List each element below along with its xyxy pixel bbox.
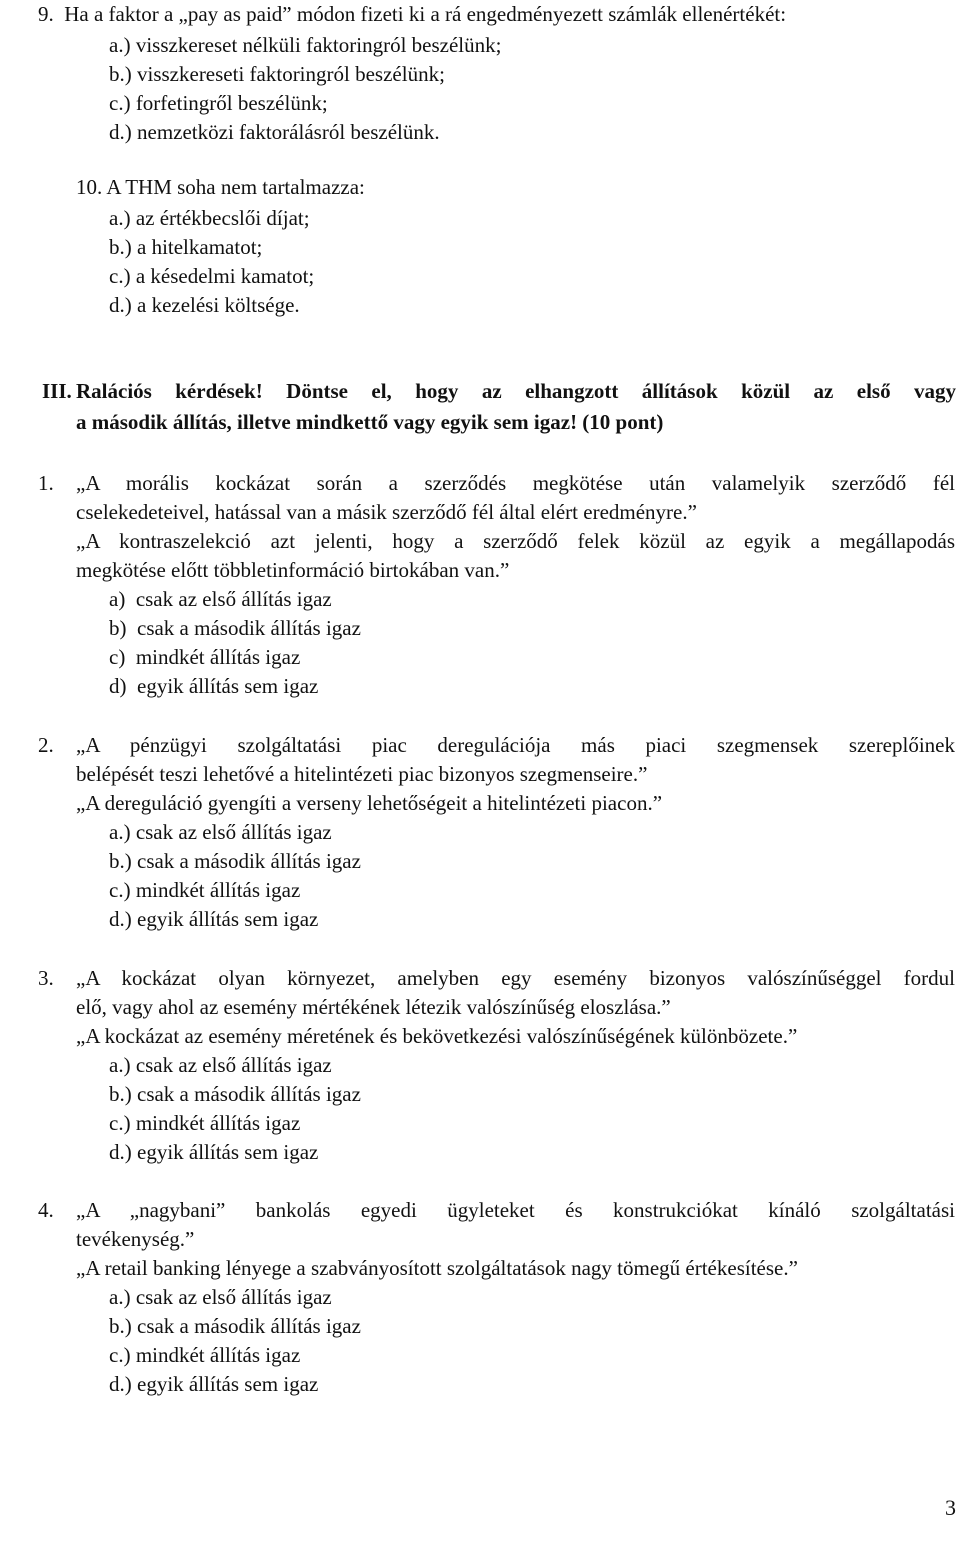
relation-2-statement-2-line-1: „A dereguláció gyengíti a verseny lehetőségeit a hitelintézeti piacon.” xyxy=(76,791,663,815)
question-9-stem: 9. Ha a faktor a „pay as paid” módon fizeti ki a rá engedményezett számlák ellenértékét: xyxy=(38,2,787,26)
relation-4-statement-1-line-1 xyxy=(76,1196,955,1225)
section-heading-line-2: a második állítás, illetve mindkettő vagy egyik sem igaz! (10 pont) xyxy=(76,410,664,434)
page-number: 3 xyxy=(945,1495,956,1520)
relation-4-statement-2-line-1: „A retail banking lényege a szabványosított szolgáltatások nagy tömegű értékesítése.” xyxy=(76,1256,798,1280)
question-10-option-a: a.) az értékbecslői díjat; xyxy=(109,206,310,230)
relation-3-s1-text-1: „A kockázat olyan környezet, amelyben egy esemény bizonyos valószínűséggel fordul xyxy=(76,966,955,990)
relation-1-statement-2-line-2: megkötése előtt többletinformáció birtokában van.” xyxy=(76,558,510,582)
relation-1-statement-1-line-1 xyxy=(76,469,955,498)
section-number: III. xyxy=(42,379,72,403)
question-9-option-a: a.) visszkereset nélküli faktoringról beszélünk; xyxy=(109,33,502,57)
relation-1-option-d: d) egyik állítás sem igaz xyxy=(109,674,319,698)
relation-3-option-a: a.) csak az első állítás igaz xyxy=(109,1053,332,1077)
relation-2-statement-1-line-1 xyxy=(76,731,955,760)
relation-1-statement-2-line-1 xyxy=(76,527,955,556)
relation-1-option-b: b) csak a második állítás igaz xyxy=(109,616,361,640)
question-9-option-b: b.) visszkereseti faktoringról beszélünk; xyxy=(109,62,445,86)
relation-3-statement-2-line-1: „A kockázat az esemény méretének és bekövetkezési valószínűségének különbözete.” xyxy=(76,1024,798,1048)
question-10-option-b: b.) a hitelkamatot; xyxy=(109,235,263,259)
relation-4-number: 4. xyxy=(38,1198,54,1222)
relation-4-statement-1-line-2: tevékenység.” xyxy=(76,1227,195,1251)
relation-1-option-a: a) csak az első állítás igaz xyxy=(109,587,332,611)
relation-1-statement-1-line-2: cselekedeteivel, hatással van a másik szerződő fél által elért eredményre.” xyxy=(76,500,697,524)
relation-2-number: 2. xyxy=(38,733,54,757)
question-10-option-c: c.) a késedelmi kamatot; xyxy=(109,264,315,288)
relation-2-option-d: d.) egyik állítás sem igaz xyxy=(109,907,319,931)
relation-1-number: 1. xyxy=(38,471,54,495)
question-10-stem: 10. A THM soha nem tartalmazza: xyxy=(76,175,365,199)
question-9-option-c: c.) forfetingről beszélünk; xyxy=(109,91,328,115)
relation-4-option-b: b.) csak a második állítás igaz xyxy=(109,1314,361,1338)
relation-4-option-c: c.) mindkét állítás igaz xyxy=(109,1343,301,1367)
relation-2-option-b: b.) csak a második állítás igaz xyxy=(109,849,361,873)
question-9-option-d: d.) nemzetközi faktorálásról beszélünk. xyxy=(109,120,440,144)
relation-1-option-c: c) mindkét állítás igaz xyxy=(109,645,301,669)
question-10-option-d: d.) a kezelési költsége. xyxy=(109,293,300,317)
relation-1-s2-text-1: „A kontraszelekció azt jelenti, hogy a szerződő felek közül az egyik a megállapodás xyxy=(76,529,955,553)
relation-2-option-c: c.) mindkét állítás igaz xyxy=(109,878,301,902)
relation-4-option-d: d.) egyik állítás sem igaz xyxy=(109,1372,319,1396)
relation-4-option-a: a.) csak az első állítás igaz xyxy=(109,1285,332,1309)
relation-4-s1-text-1: „A „nagybani” bankolás egyedi ügyleteket és konstrukciókat kínáló szolgáltatási xyxy=(76,1198,955,1222)
relation-2-s1-text-1: „A pénzügyi szolgáltatási piac deregulációja más piaci szegmensek szereplőinek xyxy=(76,733,955,757)
relation-2-option-a: a.) csak az első állítás igaz xyxy=(109,820,332,844)
relation-3-option-d: d.) egyik állítás sem igaz xyxy=(109,1140,319,1164)
relation-2-statement-1-line-2: belépését teszi lehetővé a hitelintézeti piac bizonyos szegmenseire.” xyxy=(76,762,648,786)
section-heading-text-1: Ralációs kérdések! Döntse el, hogy az elhangzott állítások közül az első vagy xyxy=(76,379,956,403)
relation-3-number: 3. xyxy=(38,966,54,990)
relation-3-statement-1-line-2: elő, vagy ahol az esemény mértékének létezik valószínűség eloszlása.” xyxy=(76,995,671,1019)
relation-3-option-c: c.) mindkét állítás igaz xyxy=(109,1111,301,1135)
relation-3-statement-1-line-1 xyxy=(76,964,955,993)
relation-1-s1-text-1: „A morális kockázat során a szerződés megkötése után valamelyik szerződő fél xyxy=(76,471,955,495)
relation-3-option-b: b.) csak a második állítás igaz xyxy=(109,1082,361,1106)
section-heading-line-1 xyxy=(76,377,956,406)
